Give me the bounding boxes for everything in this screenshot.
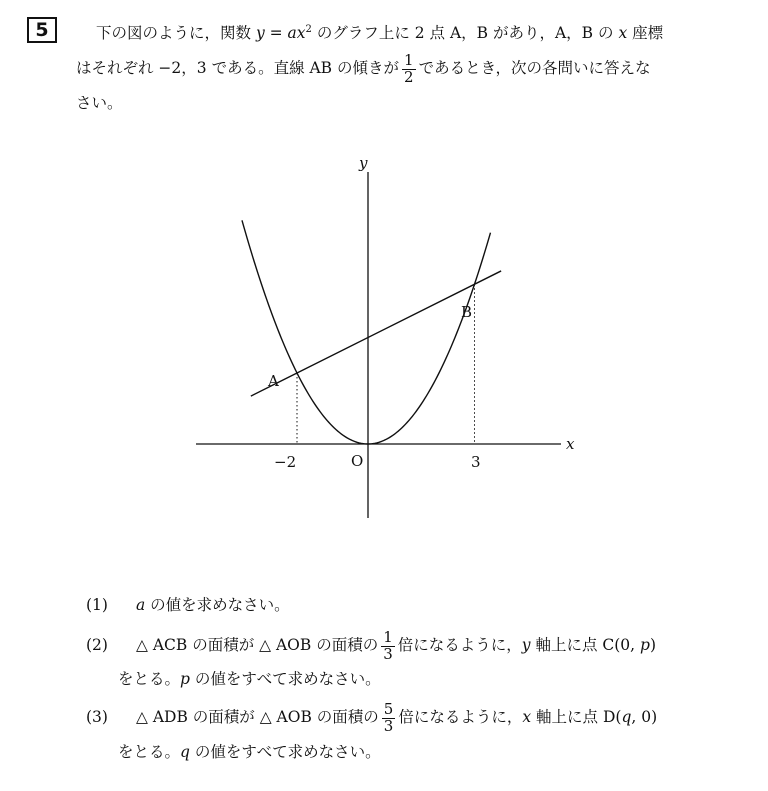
- stem-function: y = ax: [255, 24, 306, 43]
- origin-label: O: [351, 452, 364, 470]
- y-axis-label: y: [359, 154, 368, 172]
- question-2-number: (2): [86, 636, 108, 654]
- slope-denominator: 2: [404, 67, 414, 86]
- question-3-continuation: [118, 735, 736, 769]
- question-1-text: の値を求めなさい。: [145, 596, 290, 614]
- problem-number: 5: [27, 17, 57, 43]
- stem-text-e: であるとき，次の各問いに答えな: [418, 59, 651, 78]
- parabola-curve: [242, 220, 491, 444]
- question-2: [86, 628, 736, 696]
- question-2-frac-den: 3: [383, 644, 393, 663]
- question-1: [86, 588, 736, 622]
- question-3-frac-den: 3: [383, 716, 394, 735]
- question-3-frac-num: 5: [383, 700, 394, 718]
- line-ab: [251, 271, 501, 396]
- stem-x-var: x: [618, 24, 628, 43]
- x-axis-label: x: [566, 435, 575, 453]
- question-3-cont-text-b: の値をすべて求めなさい。: [189, 742, 381, 761]
- stem-text-b: のグラフ上に 2 点 A，B があり，A，B の: [311, 24, 619, 43]
- question-1-var: a: [136, 596, 146, 614]
- question-3-cont-text: をとる。: [118, 742, 181, 761]
- question-2-text-a: △ ACB の面積が △ AOB の面積の: [136, 636, 379, 654]
- question-3-cont-var: q: [180, 742, 190, 761]
- question-3-number: (3): [86, 708, 108, 727]
- question-2-cont-text: をとる。: [118, 670, 181, 689]
- question-2-cont-var: p: [180, 670, 190, 689]
- question-2-cont-text-b: の値をすべて求めなさい。: [189, 670, 381, 689]
- question-3-text-d: , 0): [631, 708, 658, 727]
- stem-text-f: さい。: [76, 94, 123, 113]
- tick-label-neg2: −2: [274, 453, 297, 471]
- question-2-fraction: [381, 627, 395, 663]
- question-2-text-d: ): [649, 636, 657, 654]
- stem-text-c: 座標: [627, 24, 664, 43]
- question-3: [86, 700, 736, 768]
- question-3-fraction: [382, 702, 396, 735]
- question-2-point-var: p: [640, 636, 650, 654]
- slope-numerator: 1: [404, 50, 414, 69]
- question-3-text-c: 軸上に点 D(: [531, 708, 622, 727]
- question-list: [86, 588, 736, 769]
- question-3-text-a: △ ADB の面積が △ AOB の面積の: [136, 708, 379, 727]
- question-2-text-c: 軸上に点 C(0,: [530, 636, 641, 654]
- question-3-point-var: q: [621, 708, 632, 727]
- question-2-axis-var: y: [521, 636, 531, 654]
- question-2-text-b: 倍になるように，: [397, 636, 522, 654]
- point-a-label: A: [268, 372, 279, 390]
- question-3-text-b: 倍になるように，: [398, 708, 523, 727]
- stem-exponent: 2: [305, 24, 312, 35]
- tick-label-3: 3: [471, 453, 481, 471]
- stem-text-a: 下の図のように，関数: [96, 24, 256, 43]
- question-2-frac-num: 1: [383, 627, 393, 646]
- question-1-number: (1): [86, 596, 108, 614]
- point-b-label: B: [461, 303, 473, 321]
- question-3-axis-var: x: [522, 708, 532, 727]
- question-2-continuation: [118, 662, 736, 696]
- stem-text-d: はそれぞれ −2，3 である。直線 AB の傾きが: [76, 59, 400, 78]
